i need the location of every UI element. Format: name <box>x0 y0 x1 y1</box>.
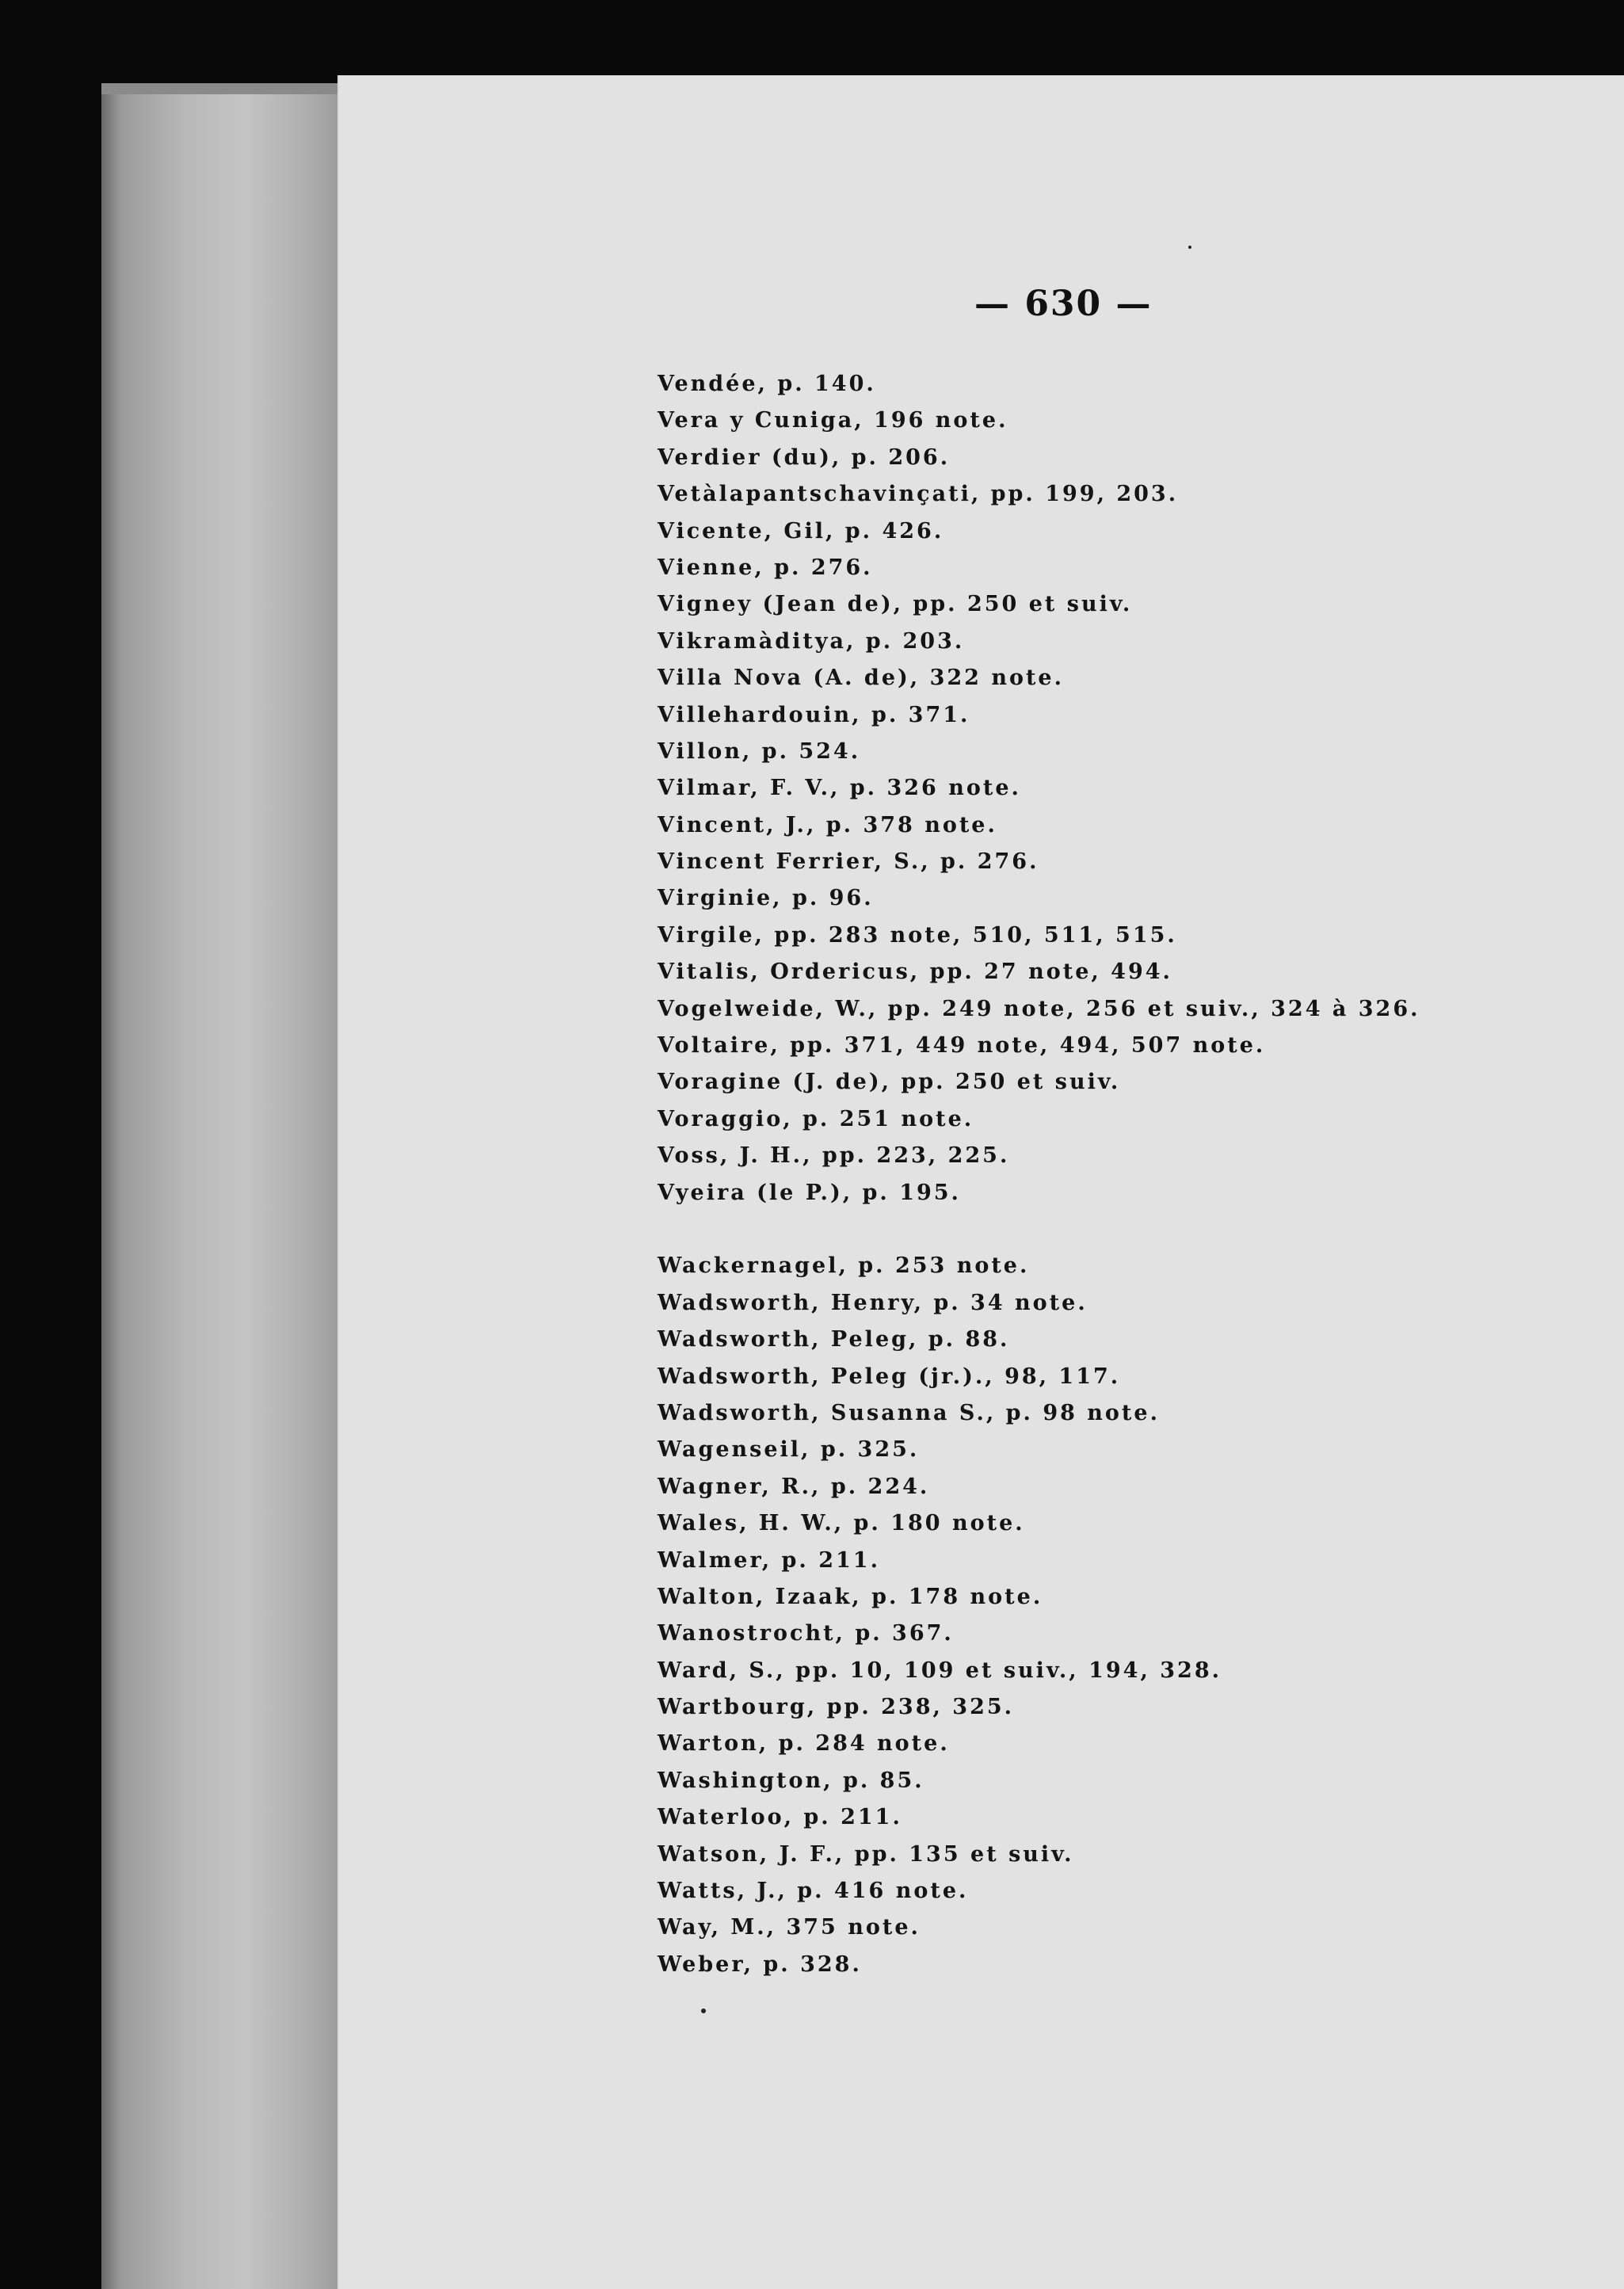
index-entry: Virgile, pp. 283 note, 510, 511, 515. <box>658 922 1177 948</box>
index-entry: Villa Nova (A. de), 322 note. <box>658 666 1065 691</box>
index-entry: Vigney (Jean de), pp. 250 et suiv. <box>658 592 1133 617</box>
index-entry: Wadsworth, Susanna S., p. 98 note. <box>658 1400 1160 1425</box>
index-entry: Vitalis, Ordericus, pp. 27 note, 494. <box>658 959 1172 985</box>
page-edge-line <box>337 75 339 2289</box>
letter-group-gap <box>658 1211 1420 1248</box>
index-entry: Way, M., 375 note. <box>658 1915 921 1940</box>
spine-top-edge <box>101 83 339 94</box>
index-entry: Vincent Ferrier, S., p. 276. <box>658 849 1039 875</box>
index-entry: Wales, H. W., p. 180 note. <box>658 1511 1025 1536</box>
index-entry: Washington, p. 85. <box>658 1768 924 1793</box>
index-entry: Vyeira (le P.), p. 195. <box>658 1180 961 1205</box>
index-entry: Vendée, p. 140. <box>658 372 876 396</box>
index-entry: Wadsworth, Peleg (jr.)., 98, 117. <box>658 1364 1121 1389</box>
index-entry: Villon, p. 524. <box>658 738 861 764</box>
ink-speck <box>701 2009 706 2013</box>
index-entry: Walton, Izaak, p. 178 note. <box>658 1584 1043 1609</box>
index-list <box>658 366 1420 1983</box>
index-entry: Wadsworth, Peleg, p. 88. <box>658 1327 1010 1352</box>
index-entry: Walmer, p. 211. <box>658 1547 880 1573</box>
index-entry: Warton, p. 284 note. <box>658 1731 950 1757</box>
index-entry: Watts, J., p. 416 note. <box>658 1879 969 1904</box>
index-entry: Vikramàditya, p. 203. <box>658 628 965 654</box>
index-entry: Voraggio, p. 251 note. <box>658 1106 974 1131</box>
index-entry: Weber, p. 328. <box>658 1951 862 1977</box>
index-entry: Vincent, J., p. 378 note. <box>658 812 997 837</box>
index-entry: Vetàlapantschavinçati, pp. 199, 203. <box>658 482 1179 507</box>
index-entry: Waterloo, p. 211. <box>658 1805 902 1830</box>
index-entry: Vicente, Gil, p. 426. <box>658 518 944 544</box>
index-entry: Voragine (J. de), pp. 250 et suiv. <box>658 1070 1121 1095</box>
index-entry: Wagenseil, p. 325. <box>658 1437 920 1463</box>
index-entry: Wartbourg, pp. 238, 325. <box>658 1695 1015 1720</box>
index-entry: Vogelweide, W., pp. 249 note, 256 et suiv., 324 à 326. <box>658 996 1420 1021</box>
book-spine-shadow <box>101 83 339 2289</box>
index-entry: Voltaire, pp. 371, 449 note, 494, 507 note. <box>658 1033 1266 1059</box>
index-entry: Vera y Cuniga, 196 note. <box>658 408 1008 433</box>
index-entry: Ward, S., pp. 10, 109 et suiv., 194, 328. <box>658 1658 1222 1683</box>
index-entry: Voss, J. H., pp. 223, 225. <box>658 1143 1010 1169</box>
index-entry: Wackernagel, p. 253 note. <box>658 1253 1030 1279</box>
index-entry: Wanostrocht, p. 367. <box>658 1621 954 1646</box>
index-entry: Villehardouin, p. 371. <box>658 702 970 727</box>
index-entry: Watson, J. F., pp. 135 et suiv. <box>658 1841 1074 1867</box>
index-entry: Wagner, R., p. 224. <box>658 1474 930 1499</box>
index-entry: Vilmar, F. V., p. 326 note. <box>658 776 1021 801</box>
index-entry: Wadsworth, Henry, p. 34 note. <box>658 1290 1088 1315</box>
index-entry: Verdier (du), p. 206. <box>658 444 951 470</box>
page-number: — 630 — <box>974 284 1153 324</box>
index-entry: Virginie, p. 96. <box>658 886 874 911</box>
index-entry: Vienne, p. 276. <box>658 555 873 580</box>
ink-speck <box>1188 246 1191 249</box>
